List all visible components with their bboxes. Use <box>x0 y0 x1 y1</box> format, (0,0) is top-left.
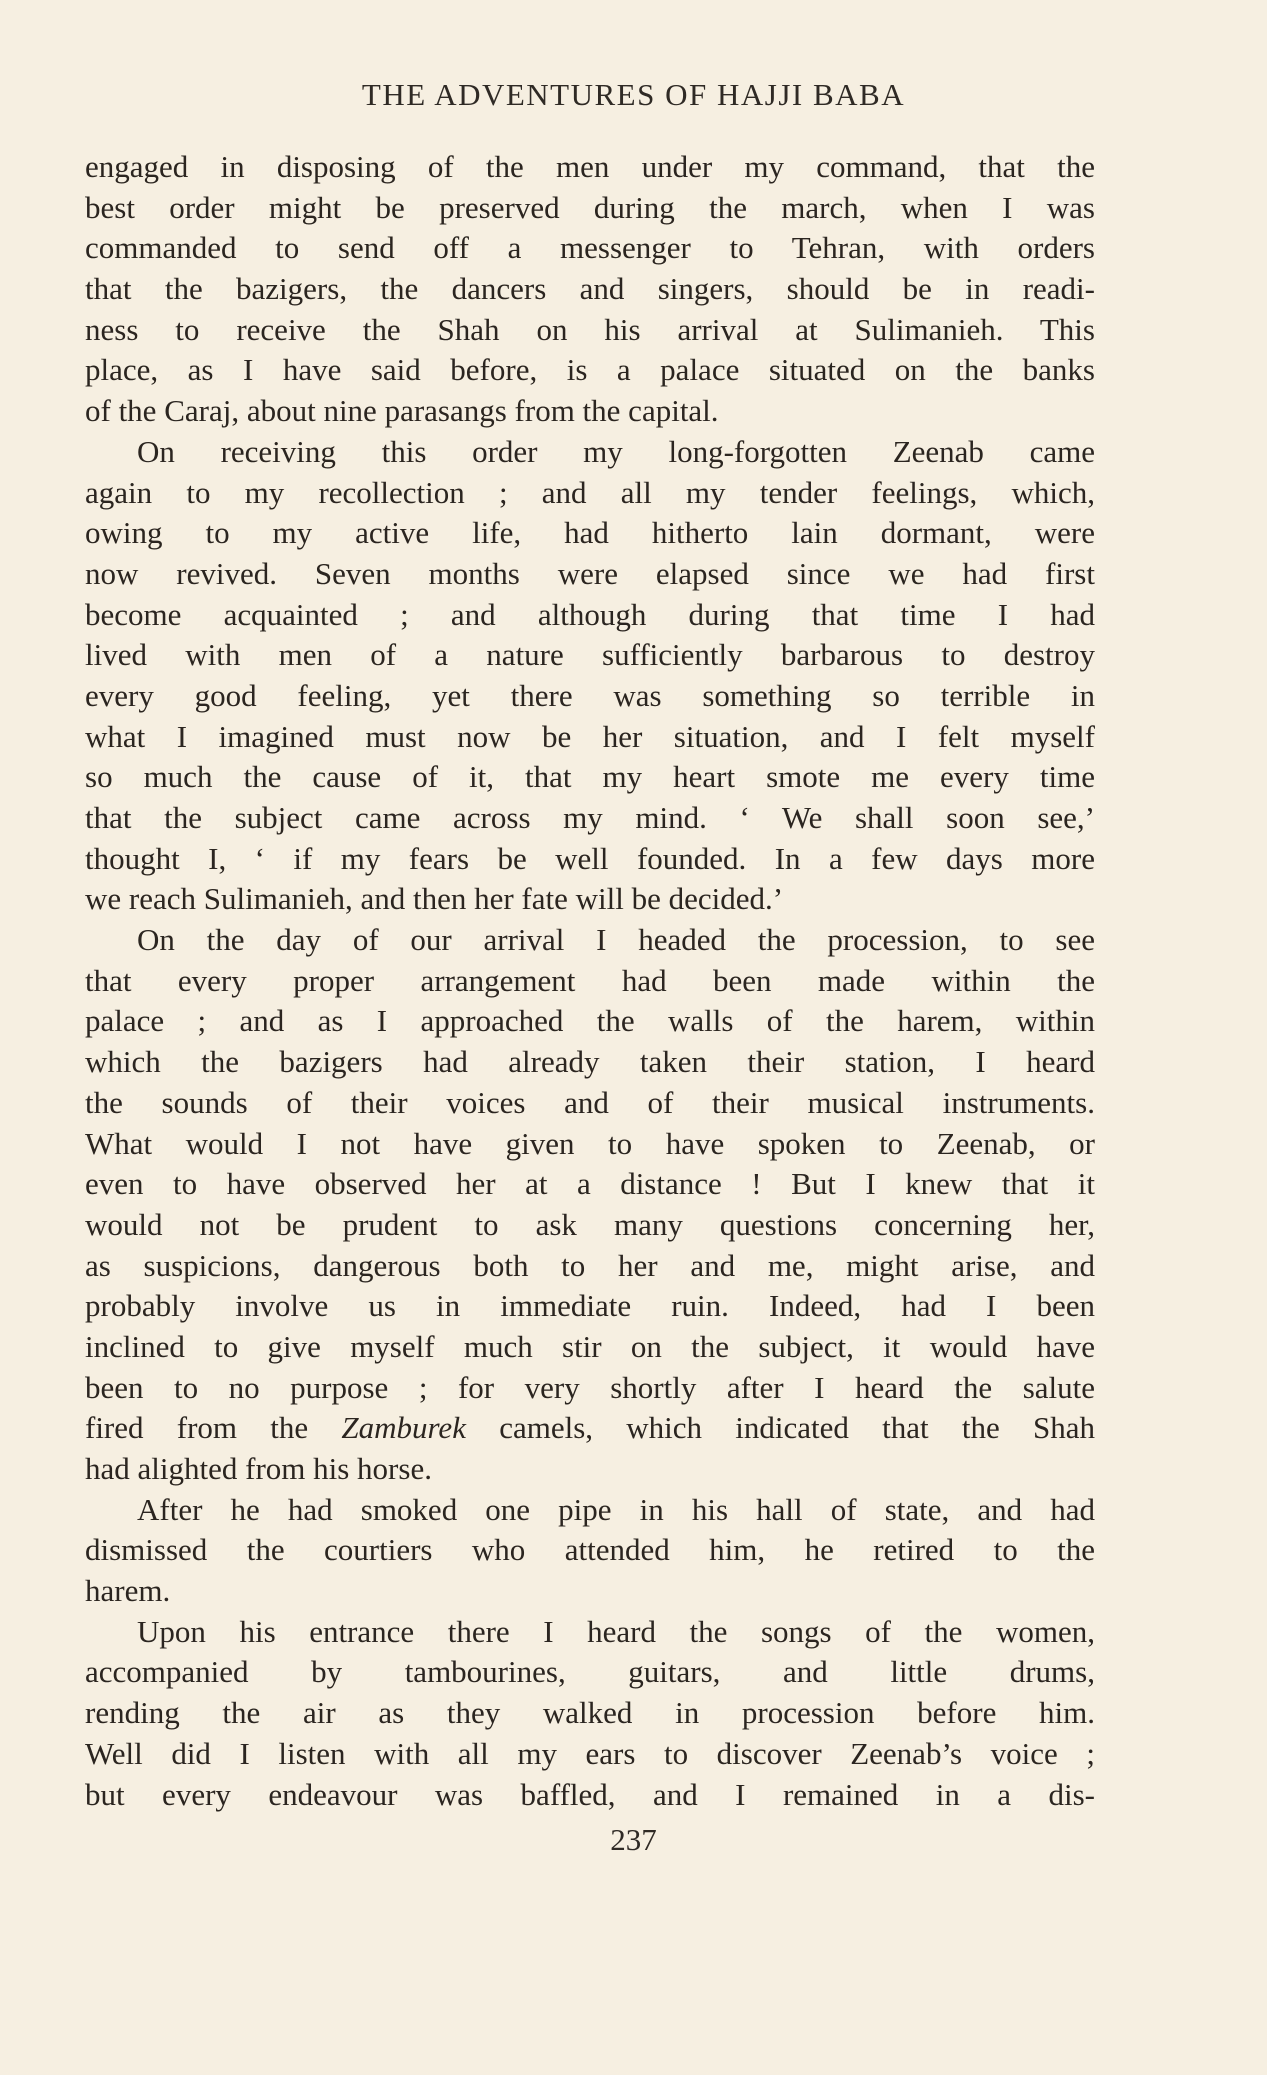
text-line: now revived. Seven months were elapsed since we had first <box>85 555 1095 591</box>
text-line: ness to receive the Shah on his arrival at Sulimanieh. This <box>85 311 1095 347</box>
text-line: On the day of our arrival I headed the procession, to see <box>137 922 1095 958</box>
text-line: owing to my active life, had hitherto lain dormant, were <box>85 515 1095 551</box>
text-line: what I imagined must now be her situation, and I felt myself <box>85 718 1095 754</box>
text-line: probably involve us in immediate ruin. Indeed, had I been <box>85 1288 1095 1324</box>
text-line: commanded to send off a messenger to Tehran, with orders <box>85 230 1095 266</box>
text-line: What would I not have given to have spoken to Zeenab, or <box>85 1125 1095 1161</box>
text-line <box>85 1408 1095 1449</box>
text-line: had alighted from his horse. <box>85 1451 432 1486</box>
text-line: lived with men of a nature sufficiently barbarous to destroy <box>85 637 1095 673</box>
text-line: dismissed the courtiers who attended him, he retired to the <box>85 1532 1095 1568</box>
italic-word: Zamburek <box>341 1410 466 1446</box>
running-head: THE ADVENTURES OF HAJJI BABA <box>361 77 906 112</box>
page-number: 237 <box>610 1822 657 1857</box>
text-line: Upon his entrance there I heard the songs of the women, <box>137 1613 1095 1649</box>
text-line: so much the cause of it, that my heart smote me every time <box>85 759 1095 795</box>
text-line: best order might be preserved during the march, when I was <box>85 189 1095 225</box>
text-line: of the Caraj, about nine parasangs from the capital. <box>85 393 719 429</box>
text-line: we reach Sulimanieh, and then her fate will be decided.’ <box>85 881 784 917</box>
text-line: place, as I have said before, is a palace situated on the banks <box>85 352 1095 388</box>
body-text <box>85 147 1095 1815</box>
text-line: the sounds of their voices and of their musical instruments. <box>85 1084 1095 1120</box>
text-line: would not be prudent to ask many questions concerning her, <box>85 1206 1095 1242</box>
text-line: On receiving this order my long-forgotten Zeenab came <box>137 433 1095 469</box>
text-line: inclined to give myself much stir on the subject, it would have <box>85 1328 1095 1364</box>
text-line: every good feeling, yet there was something so terrible in <box>85 677 1095 713</box>
text-line: engaged in disposing of the men under my command, that the <box>85 149 1095 184</box>
text-line: that every proper arrangement had been made within the <box>85 962 1095 998</box>
text-line: that the bazigers, the dancers and singers, should be in readi- <box>85 271 1095 307</box>
text-line: become acquainted ; and although during that time I had <box>85 596 1095 632</box>
text-line: After he had smoked one pipe in his hall of state, and had <box>137 1491 1095 1527</box>
text-line: Well did I listen with all my ears to discover Zeenab’s voice ; <box>85 1735 1095 1771</box>
text-line: again to my recollection ; and all my tender feelings, which, <box>85 474 1095 510</box>
text-line: rending the air as they walked in procession before him. <box>85 1695 1095 1731</box>
text-line: even to have observed her at a distance ! But I knew that it <box>85 1166 1095 1202</box>
text-line: thought I, ‘ if my fears be well founded. In a few days more <box>85 840 1095 876</box>
text-line: accompanied by tambourines, guitars, and little drums, <box>85 1654 1095 1690</box>
text-line: but every endeavour was baffled, and I remained in a dis- <box>85 1776 1095 1812</box>
text-line: which the bazigers had already taken their station, I heard <box>85 1044 1095 1080</box>
text-line-segment: camels, which indicated that the Shah <box>465 1410 1095 1446</box>
text-line: been to no purpose ; for very shortly after I heard the salute <box>85 1369 1095 1405</box>
text-line: harem. <box>85 1573 171 1609</box>
text-line-segment: fired from the <box>85 1410 342 1446</box>
text-line: as suspicions, dangerous both to her and me, might arise, and <box>85 1247 1095 1283</box>
text-line: that the subject came across my mind. ‘ We shall soon see,’ <box>85 800 1095 835</box>
text-line: palace ; and as I approached the walls of the harem, within <box>85 1003 1095 1039</box>
